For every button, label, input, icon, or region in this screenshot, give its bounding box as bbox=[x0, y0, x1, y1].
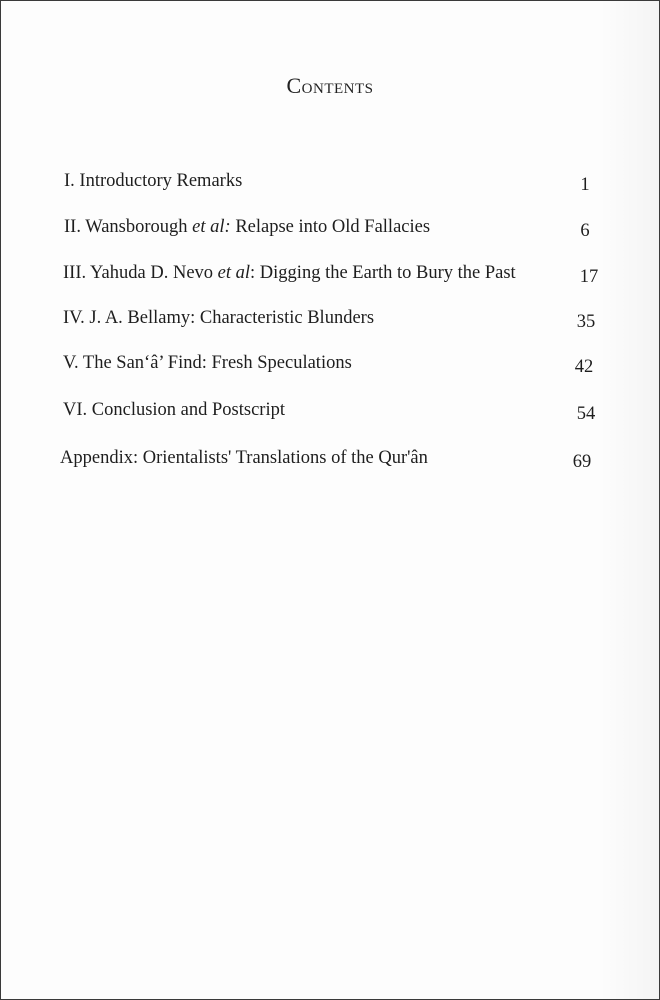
toc-entry-title: I. Introductory Remarks bbox=[64, 171, 243, 191]
toc-entry-title: IV. J. A. Bellamy: Characteristic Blunders bbox=[63, 308, 375, 328]
toc-entry-title: Appendix: Orientalists' Translations of the Qur'ân bbox=[60, 448, 428, 468]
toc-page-number: 54 bbox=[576, 404, 596, 424]
toc-entry-appendix bbox=[1, 445, 659, 471]
toc-entry-wansborough bbox=[1, 214, 659, 240]
toc-entry-title: V. The San‘â’ Find: Fresh Speculations bbox=[63, 353, 352, 373]
toc-entry-conclusion bbox=[1, 397, 659, 423]
toc-entry-bellamy bbox=[1, 305, 659, 331]
toc-page-number: 69 bbox=[572, 452, 592, 472]
toc-entry-title: III. Yahuda D. Nevo et al: Digging the Earth to Bury the Past bbox=[63, 263, 516, 283]
toc-page-number: 35 bbox=[576, 312, 596, 332]
contents-heading: Contents bbox=[286, 73, 374, 98]
toc-page-number: 1 bbox=[580, 175, 590, 195]
toc-entry-introductory-remarks bbox=[1, 168, 659, 194]
toc-entry-nevo bbox=[1, 260, 659, 286]
toc-page-number: 17 bbox=[579, 267, 599, 287]
toc-entry-title: II. Wansborough et al: Relapse into Old Fallacies bbox=[64, 217, 431, 237]
toc-entry-sana-find bbox=[1, 350, 659, 376]
toc-page-number: 42 bbox=[574, 357, 594, 377]
toc-entry-title: VI. Conclusion and Postscript bbox=[63, 400, 285, 420]
toc-page-number: 6 bbox=[580, 221, 590, 241]
table-of-contents bbox=[1, 1, 659, 999]
